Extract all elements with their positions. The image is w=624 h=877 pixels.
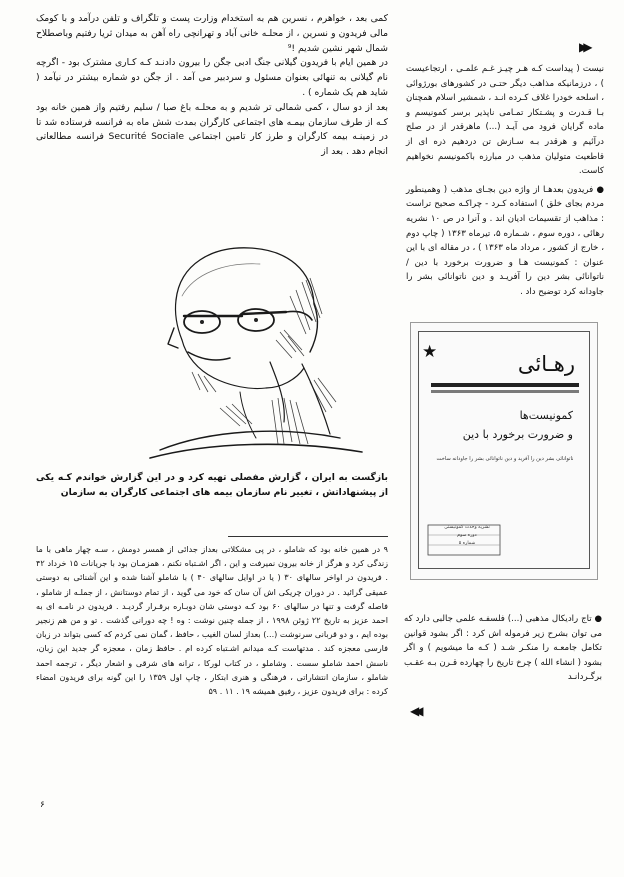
- book-cover: [410, 322, 598, 580]
- publisher-stamp: [427, 524, 507, 558]
- subtitle-line: و ضرورت برخورد با دین: [462, 428, 573, 441]
- star-icon: ★: [422, 342, 438, 362]
- sidebar-paragraph: نیست ( پیداست کـه هـر چیـز غـم علمـی ، ارتجاعیست ) ، درزمانیکه مذاهب دیگر حتـی در کشورهای بورژوائی ، اسلحه خودرا غلاف کـرده انـد ، شمشیر اسلام همچنان بـا قـدرت و پشـتکار تمـامی ناپذیر برسر کمونیسم و ماده گرایان فرود می آیـد (...) ماهرقدر از در صلح درآئیم و هرقدر بـه سـازش تن دردهیم ذره ای از قاطعیت متولیان مذهب در مبارزه باکمونیسم نخواهیم کاست.: [406, 64, 604, 177]
- footnote-marker: ۹: [383, 544, 388, 554]
- subtitle-line: کمونیست‌ها: [519, 409, 573, 422]
- arrow-left-icon: ◀◀: [410, 704, 419, 718]
- stamp-line: نشریه وحدت کمونیستی: [444, 525, 490, 530]
- stamp-line: دوره سوم: [457, 533, 477, 538]
- sidebar-text-top: [406, 62, 604, 300]
- arrow-right-icon: ▶▶: [579, 40, 588, 54]
- main-paragraph: کمی بعد ، خواهرم ، نسرین هم به استخدام وزارت پست و تلگراف و تلفن درآمد و با کومک مالی فریدون و نسرین ، از محلـه خانی آباد و تهرانچی راه آهن به میدان ثریا رفتیم وباصطلاح شمال شهر نشین شدیم !⁹: [36, 13, 388, 54]
- stamp-text: [435, 524, 499, 548]
- footnote: [36, 542, 388, 698]
- book-title: رهـائی: [517, 352, 575, 376]
- title-bar-thin: [431, 390, 579, 393]
- footnote-divider: [228, 536, 388, 537]
- portrait-sketch: [90, 212, 380, 464]
- cover-motto: ناتوانائی بشر دین را آفرید و دین ناتوانائی بشر را جاودانه ساخت: [436, 456, 574, 462]
- title-bar: [431, 383, 579, 387]
- stamp-line: شماره ۵: [458, 541, 476, 546]
- sidebar-text-bottom: ● تاج رادیکال مذهبی (...) فلسفـه علمی جالبی دارد که می توان بشرح زیر فرموله اش کرد : اگر بشود قوانین تکامل جامعـه را منکـر شـد ( کـه ما میشویم ) و اگر بشود ( انشاء الله ) چرخ تاریخ را چهارده قـرن بـه عقـب برگـردانـد: [404, 614, 602, 683]
- main-paragraph: بعد از دو سال ، کمی شمالی تر شدیم و به محلـه باغ صبا / سلیم رفتیم واز همین خانه بود کـه از طرف سازمان بیمـه های اجتماعی کارگران بمدت شش ماه به فرانسه فرستاده شد تا در زمینـه بیمه کارگران و طرز کار تامین اجتماعی Securité Sociale فرانسه مطالعاتی انجام دهد . بعد از: [36, 101, 388, 158]
- sidebar-paragraph: ● فریدون بعدهـا از واژه دین بجـای مذهب ( وهمینطور مردم بجای خلق ) استفاده کـرد - چراکـه صحیح تراست : مذاهب از تقسیمات ادیان اند . و آنرا در ص ۱۰ نشریه رهائی ، دوره سوم ، شـماره ۵، تیرماه ۱۳۶۳ ( چاپ دوم ، خارج از کشور ، مرداد ماه ۱۳۶۳ ) ، در مقاله ای با این عنوان : کمونیست هـا و ضرورت برخورد با دین / ناتوانائی بشر دین را آفریـد و دین ناتوانائی بشر را جاودانه کرد توضیح داد .: [406, 184, 605, 297]
- main-paragraph: در همین ایام با فریدون گیلانی جنگ ادبی جگن را بیرون دادنـد کـه کـاری مشترک بود - اگرچه نام گیلانی به تنهائی بعنوان مسئول و سردبیر می آمد . از جگن دو شماره بیشتر در نیآمد ( شاید هم یک شماره ) .: [36, 57, 388, 98]
- caption-text: بازگست به ایران ، گزارش مفصلی تهیه کرد و در این گزارش خواندم کـه یکی از پیشنهاداتش ، تغییر نام سازمان بیمه های اجتماعی کارگران به سازمان: [36, 472, 388, 498]
- book-cover-frame: [418, 331, 590, 569]
- book-subtitle: [423, 406, 573, 444]
- main-text-top: [36, 12, 388, 160]
- page-number: ۶: [40, 800, 45, 810]
- footnote-text: در همین خانه بود که شاملو ، در پی مشکلاتی بعداز جدائی از همسر دومش ، سـه چهار ماهی با ما زندگی کرد و هرگز از خانه بیرون نمیرفت و این ، اگر اشـتباه نکنم ، همزمـان بود با جریانات ۱۵ خرداد ۴۲ . فریدون در اواخر سالهای ۳۰ ( یا در اوایل سالهای ۴۰ ) با شاملو آشنا شده و این آشنائی به دوستی عمیقی گرائید . در دوران چریکی اش آن سان که خود می گوید ، از تمام دوستانش ، از جملـه از شاملو ، فاصله گرفت و تنها در سالهای ۶۰ بود کـه دوستی شان دوبـاره برقـرار گردیـد . فریدون در نامـه ای به احمد عزیز به تاریخ ۲۲ ژوئن ۱۹۹۸ ، از جمله چنین نوشت : وه ! چه دورانی گذشت . تو و من هم زنجیر بوده ایم ، و دو قربانی سرنوشت (...) بعداز لسان الغیب ، حافظ ، گمان نمی کردم که کسی بتواند در زبان فارسی معجزه کند . مدتهاست کـه میدانم اشـتباه کرده ام . حافظ زمان ، معجزه گر جدید این زبان، ناسش احمد شاملو سست . وشاملو ، در کتاب لورکا ، ترانه های شرقی و اشعار دیگر ، ترجمه احمد شاملو ، سازمان انتشاراتی ، فرهنگی و هنری ابتکار ، چاپ اول ۱۳۵۹ را این گونه برای فریدون امضاء کرده : برای فریدون عزیز ، رفیق همیشه ۱۹ . ۱۱ . ۵۹: [36, 544, 388, 697]
